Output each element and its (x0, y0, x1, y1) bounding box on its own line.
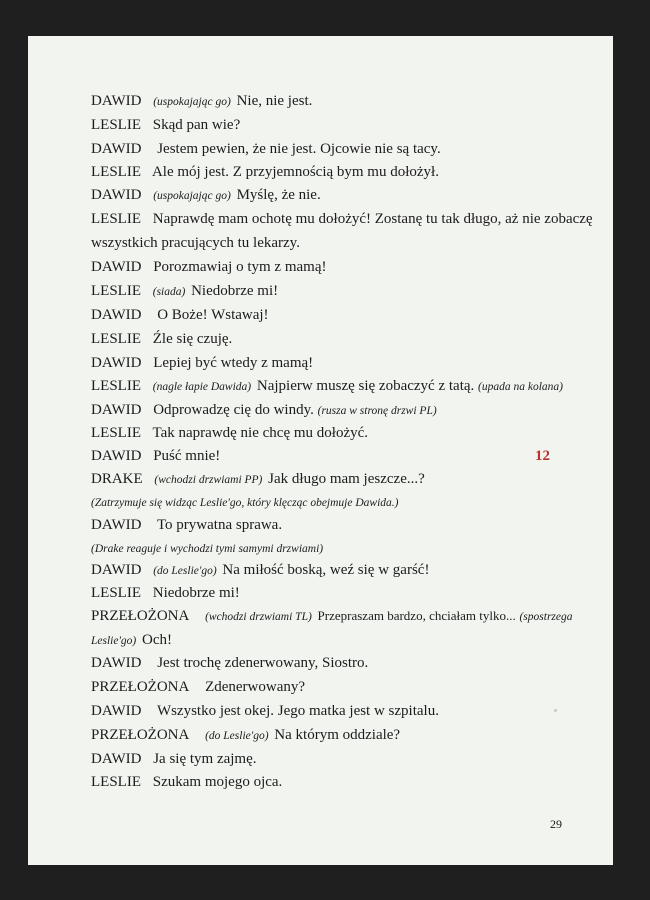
speaker-name: DAWID (91, 751, 142, 767)
stage-direction: (wchodzi drzwiami TL) (205, 611, 312, 623)
speaker-name: LESLIE (91, 211, 141, 227)
speaker-name: DAWID (91, 355, 142, 371)
dialogue-line (91, 424, 368, 442)
dialogue-line (91, 750, 257, 768)
dialogue-line (91, 282, 278, 301)
speaker-name: DAWID (91, 703, 142, 719)
dialogue-line (91, 447, 220, 465)
dialogue-line (91, 258, 327, 276)
dialogue-line (91, 163, 439, 181)
dialogue-line (91, 377, 565, 396)
speaker-name: PRZEŁOŻONA (91, 727, 190, 743)
dialogue-text: Przepraszam bardzo, chciałam tylko... (317, 608, 516, 623)
stage-direction: (wchodzi drzwiami PP) (154, 474, 263, 486)
dialogue-line (91, 561, 429, 580)
dialogue-line (91, 654, 368, 672)
dialogue-line (91, 726, 400, 745)
stage-direction: (upada na kolana) (478, 381, 563, 393)
dialogue-line (91, 773, 282, 791)
dialogue-text: Puść mnie! (153, 448, 221, 464)
speaker-name: DAWID (91, 307, 142, 323)
dialogue-text: Tak naprawdę nie chcę mu dołożyć. (152, 425, 369, 441)
speaker-name: LESLIE (91, 117, 141, 133)
speaker-name: DAWID (91, 448, 142, 464)
dialogue-continuation (91, 631, 172, 650)
dialogue-continuation (91, 234, 300, 252)
dialogue-line (91, 116, 240, 134)
speaker-name: LESLIE (91, 425, 141, 441)
dialogue-text: Najpierw muszę się zobaczyć z tatą. (256, 378, 475, 394)
speaker-name: DAWID (91, 187, 142, 203)
dialogue-line (91, 702, 439, 720)
speaker-name: DRAKE (91, 471, 143, 487)
dialogue-text: Nie, nie jest. (236, 93, 313, 109)
dialogue-text: Och! (142, 632, 173, 648)
stage-direction: Leslie'go) (91, 635, 137, 647)
dialogue-line (91, 186, 321, 205)
dialogue-text: Na którym oddziale? (274, 727, 401, 743)
speaker-name: DAWID (91, 655, 142, 671)
script-page (28, 36, 613, 865)
dialogue-text: Jak długo mam jeszcze...? (268, 471, 425, 487)
stage-direction-line (91, 539, 323, 558)
scene-number: 12 (535, 448, 550, 464)
dialogue-line (91, 140, 441, 158)
dialogue-line (91, 584, 240, 602)
dialogue-text: Ja się tym zajmę. (153, 751, 257, 767)
stage-direction: (uspokajając go) (153, 96, 231, 108)
dialogue-line (91, 210, 593, 228)
dialogue-text: Myślę, że nie. (236, 187, 321, 203)
stage-direction: (spostrzega (519, 611, 573, 623)
dialogue-line (91, 330, 232, 348)
dialogue-text: Ale mój jest. Z przyjemnością bym mu dołożył. (151, 164, 439, 180)
paper-speck (554, 709, 557, 712)
dialogue-line (91, 678, 305, 696)
speaker-name: PRZEŁOŻONA (91, 608, 190, 624)
dialogue-line (91, 306, 269, 324)
dialogue-line (91, 354, 313, 372)
dialogue-text: Porozmawiaj o tym z mamą! (153, 259, 327, 275)
stage-direction: (do Leslie'go) (153, 565, 217, 577)
speaker-name: DAWID (91, 402, 142, 418)
stage-direction: (rusza w stronę drzwi PL) (317, 405, 437, 417)
dialogue-text: Jest trochę zdenerwowany, Siostro. (157, 655, 369, 671)
dialogue-text: Lepiej być wtedy z mamą! (153, 355, 314, 371)
speaker-name: DAWID (91, 93, 142, 109)
dialogue-line (91, 516, 282, 534)
speaker-name: DAWID (91, 141, 142, 157)
stage-direction: (Drake reaguje i wychodzi tymi samymi drzwiami) (91, 543, 324, 555)
dialogue-text: To prywatna sprawa. (156, 517, 283, 533)
dialogue-text: Na miłość boską, weź się w garść! (222, 562, 430, 578)
dialogue-text: O Boże! Wstawaj! (157, 307, 269, 323)
speaker-name: LESLIE (91, 283, 141, 299)
speaker-name: LESLIE (91, 164, 141, 180)
page-number: 29 (550, 817, 562, 831)
dialogue-text: wszystkich pracujących tu lekarzy. (91, 235, 300, 251)
dialogue-line (91, 470, 425, 489)
dialogue-text: Niedobrze mi! (191, 283, 279, 299)
stage-direction: (nagle łapie Dawida) (152, 381, 252, 393)
speaker-name: DAWID (91, 259, 142, 275)
stage-direction: (do Leslie'go) (205, 730, 269, 742)
stage-direction: (Zatrzymuje się widząc Leslie'go, który klęcząc obejmuje Dawida.) (91, 497, 399, 509)
speaker-name: DAWID (91, 562, 142, 578)
stage-direction: (uspokajając go) (153, 190, 231, 202)
dialogue-text: Szukam mojego ojca. (152, 774, 283, 790)
speaker-name: LESLIE (91, 378, 141, 394)
dialogue-text: Skąd pan wie? (152, 117, 241, 133)
speaker-name: PRZEŁOŻONA (91, 679, 190, 695)
dialogue-text: Zdenerwowany? (205, 679, 306, 695)
dialogue-text: Źle się czuję. (152, 331, 233, 347)
dialogue-text: Jestem pewien, że nie jest. Ojcowie nie są tacy. (157, 141, 441, 157)
speaker-name: LESLIE (91, 331, 141, 347)
dialogue-text: Naprawdę mam ochotę mu dołożyć! Zostanę tu tak długo, aż nie zobaczę (152, 211, 593, 227)
dialogue-text: Niedobrze mi! (152, 585, 240, 601)
dialogue-line (91, 401, 439, 420)
dialogue-line (91, 92, 312, 111)
speaker-name: DAWID (91, 517, 142, 533)
dialogue-line (91, 607, 575, 626)
stage-direction: (siada) (152, 286, 186, 298)
speaker-name: LESLIE (91, 585, 141, 601)
stage-direction-line (91, 493, 398, 512)
speaker-name: LESLIE (91, 774, 141, 790)
dialogue-text: Wszystko jest okej. Jego matka jest w szpitalu. (156, 703, 439, 719)
dialogue-text: Odprowadzę cię do windy. (153, 402, 314, 418)
